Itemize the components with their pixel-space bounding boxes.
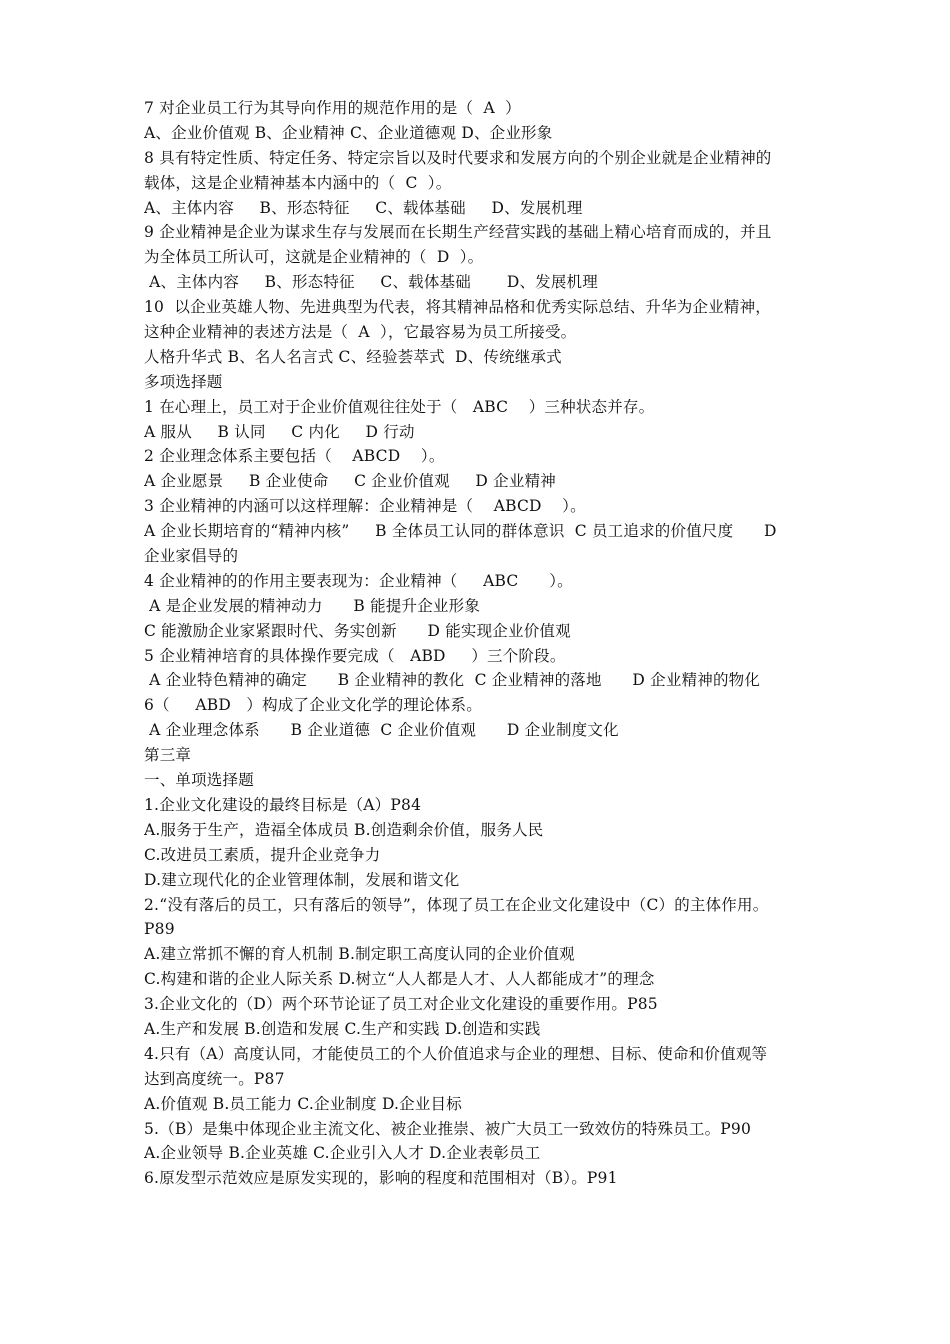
text-line: 为全体员工所认可，这就是企业精神的（ D ）。 — [144, 248, 484, 267]
text-line: 企业家倡导的 — [144, 547, 239, 566]
text-line: C 能激励企业家紧跟时代、务实创新 D 能实现企业价值观 — [144, 621, 571, 640]
text-line: 第三章 — [144, 746, 192, 765]
text-line: A.建立常抓不懈的育人机制 B.制定职工高度认同的企业价值观 — [144, 945, 575, 964]
text-line: 2 企业理念体系主要包括（ ABCD ）。 — [144, 447, 445, 466]
text-line: 4.只有（A）高度认同，才能使员工的个人价值追求与企业的理想、目标、使命和价值观等 — [144, 1044, 768, 1063]
text-line: A 是企业发展的精神动力 B 能提升企业形象 — [144, 596, 481, 615]
text-line: A 服从 B 认同 C 内化 D 行动 — [144, 422, 415, 441]
text-line: D.建立现代化的企业管理体制，发展和谐文化 — [144, 870, 460, 889]
text-line: 人格升华式 B、名人名言式 C、经验荟萃式 D、传统继承式 — [144, 347, 562, 366]
text-line: C.构建和谐的企业人际关系 D.树立“人人都是人才、人人都能成才”的理念 — [144, 970, 655, 989]
text-line: A、企业价值观 B、企业精神 C、企业道德观 D、企业形象 — [144, 123, 553, 142]
text-line: 10 以企业英雄人物、先进典型为代表，将其精神品格和优秀实际总结、升华为企业精神， — [144, 298, 771, 317]
text-line: 6（ ABD ）构成了企业文化学的理论体系。 — [144, 696, 482, 715]
text-line: 一、单项选择题 — [144, 771, 254, 790]
text-line: C.改进员工素质，提升企业竞争力 — [144, 845, 381, 864]
text-line: 2.“没有落后的员工，只有落后的领导”，体现了员工在企业文化建设中（C）的主体作用。 — [144, 895, 769, 914]
text-line: A 企业特色精神的确定 B 企业精神的教化 C 企业精神的落地 D 企业精神的物化 — [144, 671, 761, 690]
text-line: 5 企业精神培育的具体操作要完成（ ABD ）三个阶段。 — [144, 646, 566, 665]
document-page — [144, 96, 814, 1191]
text-line: 6.原发型示范效应是原发实现的，影响的程度和范围相对（B）。P91 — [144, 1169, 618, 1188]
text-line: 这种企业精神的表述方法是（ A ），它最容易为员工所接受。 — [144, 323, 577, 342]
text-line: 1 在心理上，员工对于企业价值观往往处于（ ABC ）三种状态并存。 — [144, 397, 655, 416]
text-line: A.生产和发展 B.创造和发展 C.生产和实践 D.创造和实践 — [144, 1019, 541, 1038]
text-line: A 企业理念体系 B 企业道德 C 企业价值观 D 企业制度文化 — [144, 721, 619, 740]
text-line: A 企业愿景 B 企业使命 C 企业价值观 D 企业精神 — [144, 472, 556, 491]
text-line: A 企业长期培育的“精神内核” B 全体员工认同的群体意识 C 员工追求的价值尺度 D — [144, 522, 777, 541]
text-line: 多项选择题 — [144, 372, 223, 391]
text-line: 8 具有特定性质、特定任务、特定宗旨以及时代要求和发展方向的个别企业就是企业精神的 — [144, 148, 772, 167]
text-line: 9 企业精神是企业为谋求生存与发展而在长期生产经营实践的基础上精心培育而成的，并且 — [144, 223, 772, 242]
text-line: 达到高度统一。P87 — [144, 1069, 285, 1088]
text-line: 5.（B）是集中体现企业主流文化、被企业推崇、被广大员工一致效仿的特殊员工。P90 — [144, 1119, 752, 1138]
text-line: 1.企业文化建设的最终目标是（A）P84 — [144, 795, 422, 814]
text-line: A.价值观 B.员工能力 C.企业制度 D.企业目标 — [144, 1094, 462, 1113]
text-line: 3 企业精神的内涵可以这样理解：企业精神是（ ABCD ）。 — [144, 497, 586, 516]
text-line: A、主体内容 B、形态特征 C、载体基础 D、发展机理 — [144, 198, 583, 217]
text-line: A.企业领导 B.企业英雄 C.企业引入人才 D.企业表彰员工 — [144, 1144, 541, 1163]
text-line: 7 对企业员工行为其导向作用的规范作用的是（ A ） — [144, 99, 521, 117]
text-line: 载体，这是企业精神基本内涵中的（ C ）。 — [144, 173, 452, 192]
text-line: P89 — [144, 920, 175, 939]
text-line: A.服务于生产，造福全体成员 B.创造剩余价值，服务人民 — [144, 820, 544, 839]
text-line: A、主体内容 B、形态特征 C、载体基础 D、发展机理 — [144, 273, 598, 292]
text-line: 4 企业精神的的作用主要表现为：企业精神（ ABC ）。 — [144, 571, 573, 590]
text-line: 3.企业文化的（D）两个环节论证了员工对企业文化建设的重要作用。P85 — [144, 995, 658, 1014]
